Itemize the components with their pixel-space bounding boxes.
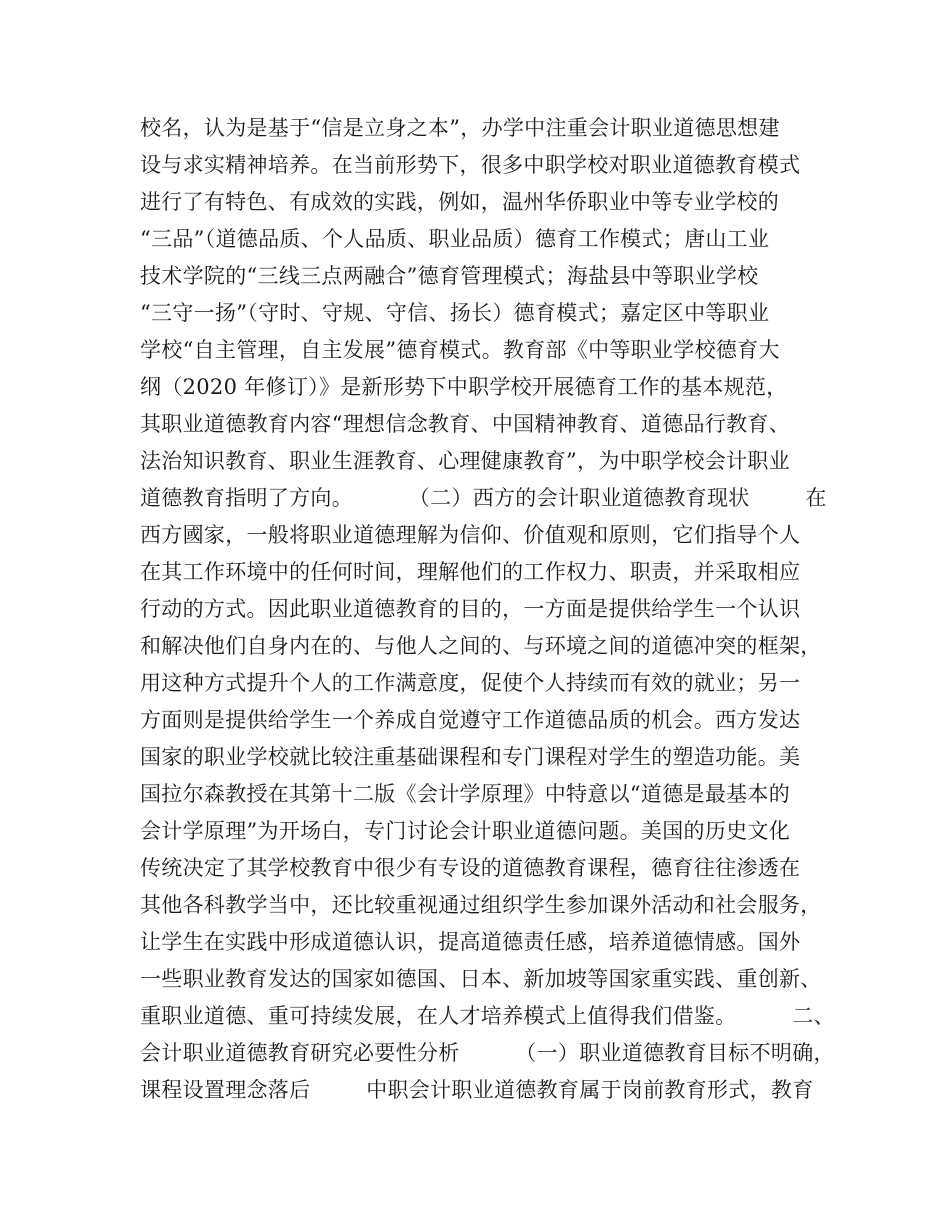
text-line: 进行了有特色、有成效的实践，例如，温州华侨职业中等专业学校的 — [140, 190, 779, 214]
text-line: 法治知识教育、职业生涯教育、心理健康教育”，为中职学校会计职业 — [140, 449, 791, 473]
text-line: 校名，认为是基于“信是立身之本”，办学中注重会计职业道德思想建 — [140, 116, 780, 140]
text-line: 方面则是提供给学生一个养成自觉遵守工作道德品质的机会。西方发达 — [140, 708, 801, 732]
text-line: 行动的方式。因此职业道德教育的目的，一方面是提供给学生一个认识 — [140, 597, 801, 621]
text-line: 用这种方式提升个人的工作满意度，促使个人持续而有效的就业；另一 — [140, 671, 801, 695]
text-line: 课程设置理念落后 中职会计职业道德教育属于岗前教育形式，教育 — [140, 1078, 814, 1102]
text-line: 其职业道德教育内容“理想信念教育、中国精神教育、道德品行教育、 — [140, 412, 791, 436]
text-line: 重职业道德、重可持续发展，在人才培养模式上值得我们借鉴。 二、 — [140, 1004, 835, 1028]
text-line: 西方國家，一般将职业道德理解为信仰、价值观和原则，它们指导个人 — [140, 523, 801, 547]
text-line: 一些职业教育发达的国家如德国、日本、新加坡等国家重实践、重创新、 — [140, 967, 822, 991]
text-line: 会计学原理”为开场白，专门讨论会计职业道德问题。美国的历史文化 — [140, 819, 791, 843]
text-line: 传统决定了其学校教育中很少有专设的道德教育课程，德育往往渗透在 — [140, 856, 801, 880]
text-line: 道德教育指明了方向。 （二）西方的会计职业道德教育现状 在 — [140, 486, 827, 510]
text-line: 国家的职业学校就比较注重基础课程和专门课程对学生的塑造功能。美 — [140, 745, 801, 769]
text-line: 让学生在实践中形成道德认识，提高道德责任感，培养道德情感。国外 — [140, 930, 801, 954]
body-text — [140, 110, 835, 1109]
text-line: 设与求实精神培养。在当前形势下，很多中职学校对职业道德教育模式 — [140, 153, 801, 177]
text-line: 技术学院的“三线三点两融合”德育管理模式；海盐县中等职业学校 — [140, 264, 759, 288]
text-line: 学校“自主管理，自主发展”德育模式。教育部《中等职业学校德育大 — [140, 338, 780, 362]
text-line: 纲（2020 年修订）》是新形势下中职学校开展德育工作的基本规范， — [140, 375, 788, 399]
text-line: 其他各科教学当中，还比较重视通过组织学生参加课外活动和社会服务， — [140, 893, 822, 917]
text-line: 国拉尔森教授在其第十二版《会计学原理》中特意以“道德是最基本的 — [140, 782, 791, 806]
text-line: “三品”（道德品质、个人品质、职业品质）德育工作模式；唐山工业 — [140, 227, 770, 251]
text-line: 在其工作环境中的任何时间，理解他们的工作权力、职责，并采取相应 — [140, 560, 801, 584]
text-line: 会计职业道德教育研究必要性分析 （一）职业道德教育目标不明确， — [140, 1041, 835, 1065]
text-line: 和解决他们自身内在的、与他人之间的、与环境之间的道德冲突的框架， — [140, 634, 822, 658]
text-line: “三守一扬”（守时、守规、守信、扬长）德育模式；嘉定区中等职业 — [140, 301, 770, 325]
